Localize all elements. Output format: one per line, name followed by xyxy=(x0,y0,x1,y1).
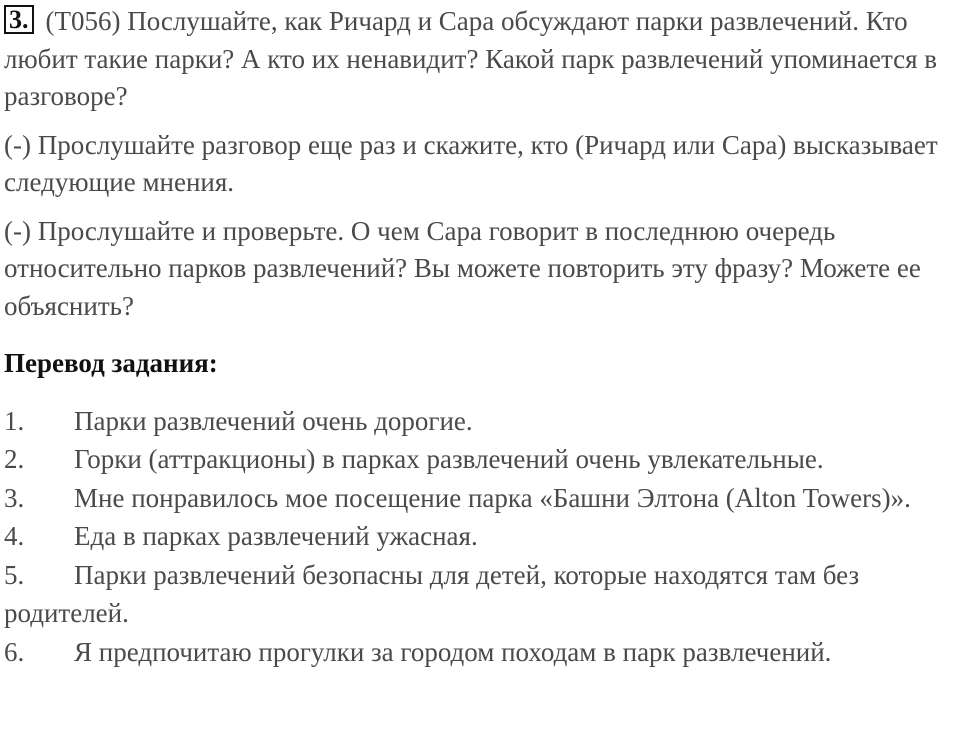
list-item-number: 6. xyxy=(4,636,25,667)
list-item xyxy=(4,556,956,633)
list-item-number: 2. xyxy=(4,444,25,474)
list-item-text: Горки (аттракционы) в парках развлечений очень увлекательные. xyxy=(74,444,824,474)
list-item xyxy=(4,517,956,556)
task-paragraph-3: (-) Прослушайте и проверьте. О чем Сара говорит в последнюю очередь относительно парков развлечений? Вы можете повторить эту фразу? Можете ее объяснить? xyxy=(4,215,921,321)
list-item-text: Мне понравилось мое посещение парка «Башни Элтона (Alton Towers)». xyxy=(74,482,911,513)
list-item xyxy=(4,402,956,441)
list-item xyxy=(4,479,956,518)
list-item xyxy=(4,633,956,672)
task-paragraph-1 xyxy=(4,0,956,116)
task-number-box: 3. xyxy=(4,5,34,34)
list-item-text: Парки развлечений безопасны для детей, которые находятся там без родителей. xyxy=(4,559,860,628)
task-paragraph-2: (-) Прослушайте разговор еще раз и скажите, кто (Ричард или Сара) высказывает следующие мнения. xyxy=(4,129,938,197)
list-item-number: 3. xyxy=(4,482,25,513)
list-item-number: 5. xyxy=(4,559,25,590)
list-item-number: 1. xyxy=(4,405,25,436)
document-page xyxy=(4,0,956,671)
list-item-text: Еда в парках развлечений ужасная. xyxy=(74,521,478,551)
list-item xyxy=(4,440,956,479)
list-item-text: Я предпочитаю прогулки за городом походам в парк развлечений. xyxy=(74,636,832,667)
translation-list xyxy=(4,402,956,672)
list-item-text: Парки развлечений очень дорогие. xyxy=(74,405,473,436)
task-text-1: (T056) Послушайте, как Ричард и Сара обсуждают парки развлечений. Кто любит такие парки? А кто их ненавидит? Какой парк развлечений упоминается в разговоре? xyxy=(4,6,938,111)
translation-heading: Перевод задания: xyxy=(4,348,218,378)
list-item-number: 4. xyxy=(4,521,25,551)
